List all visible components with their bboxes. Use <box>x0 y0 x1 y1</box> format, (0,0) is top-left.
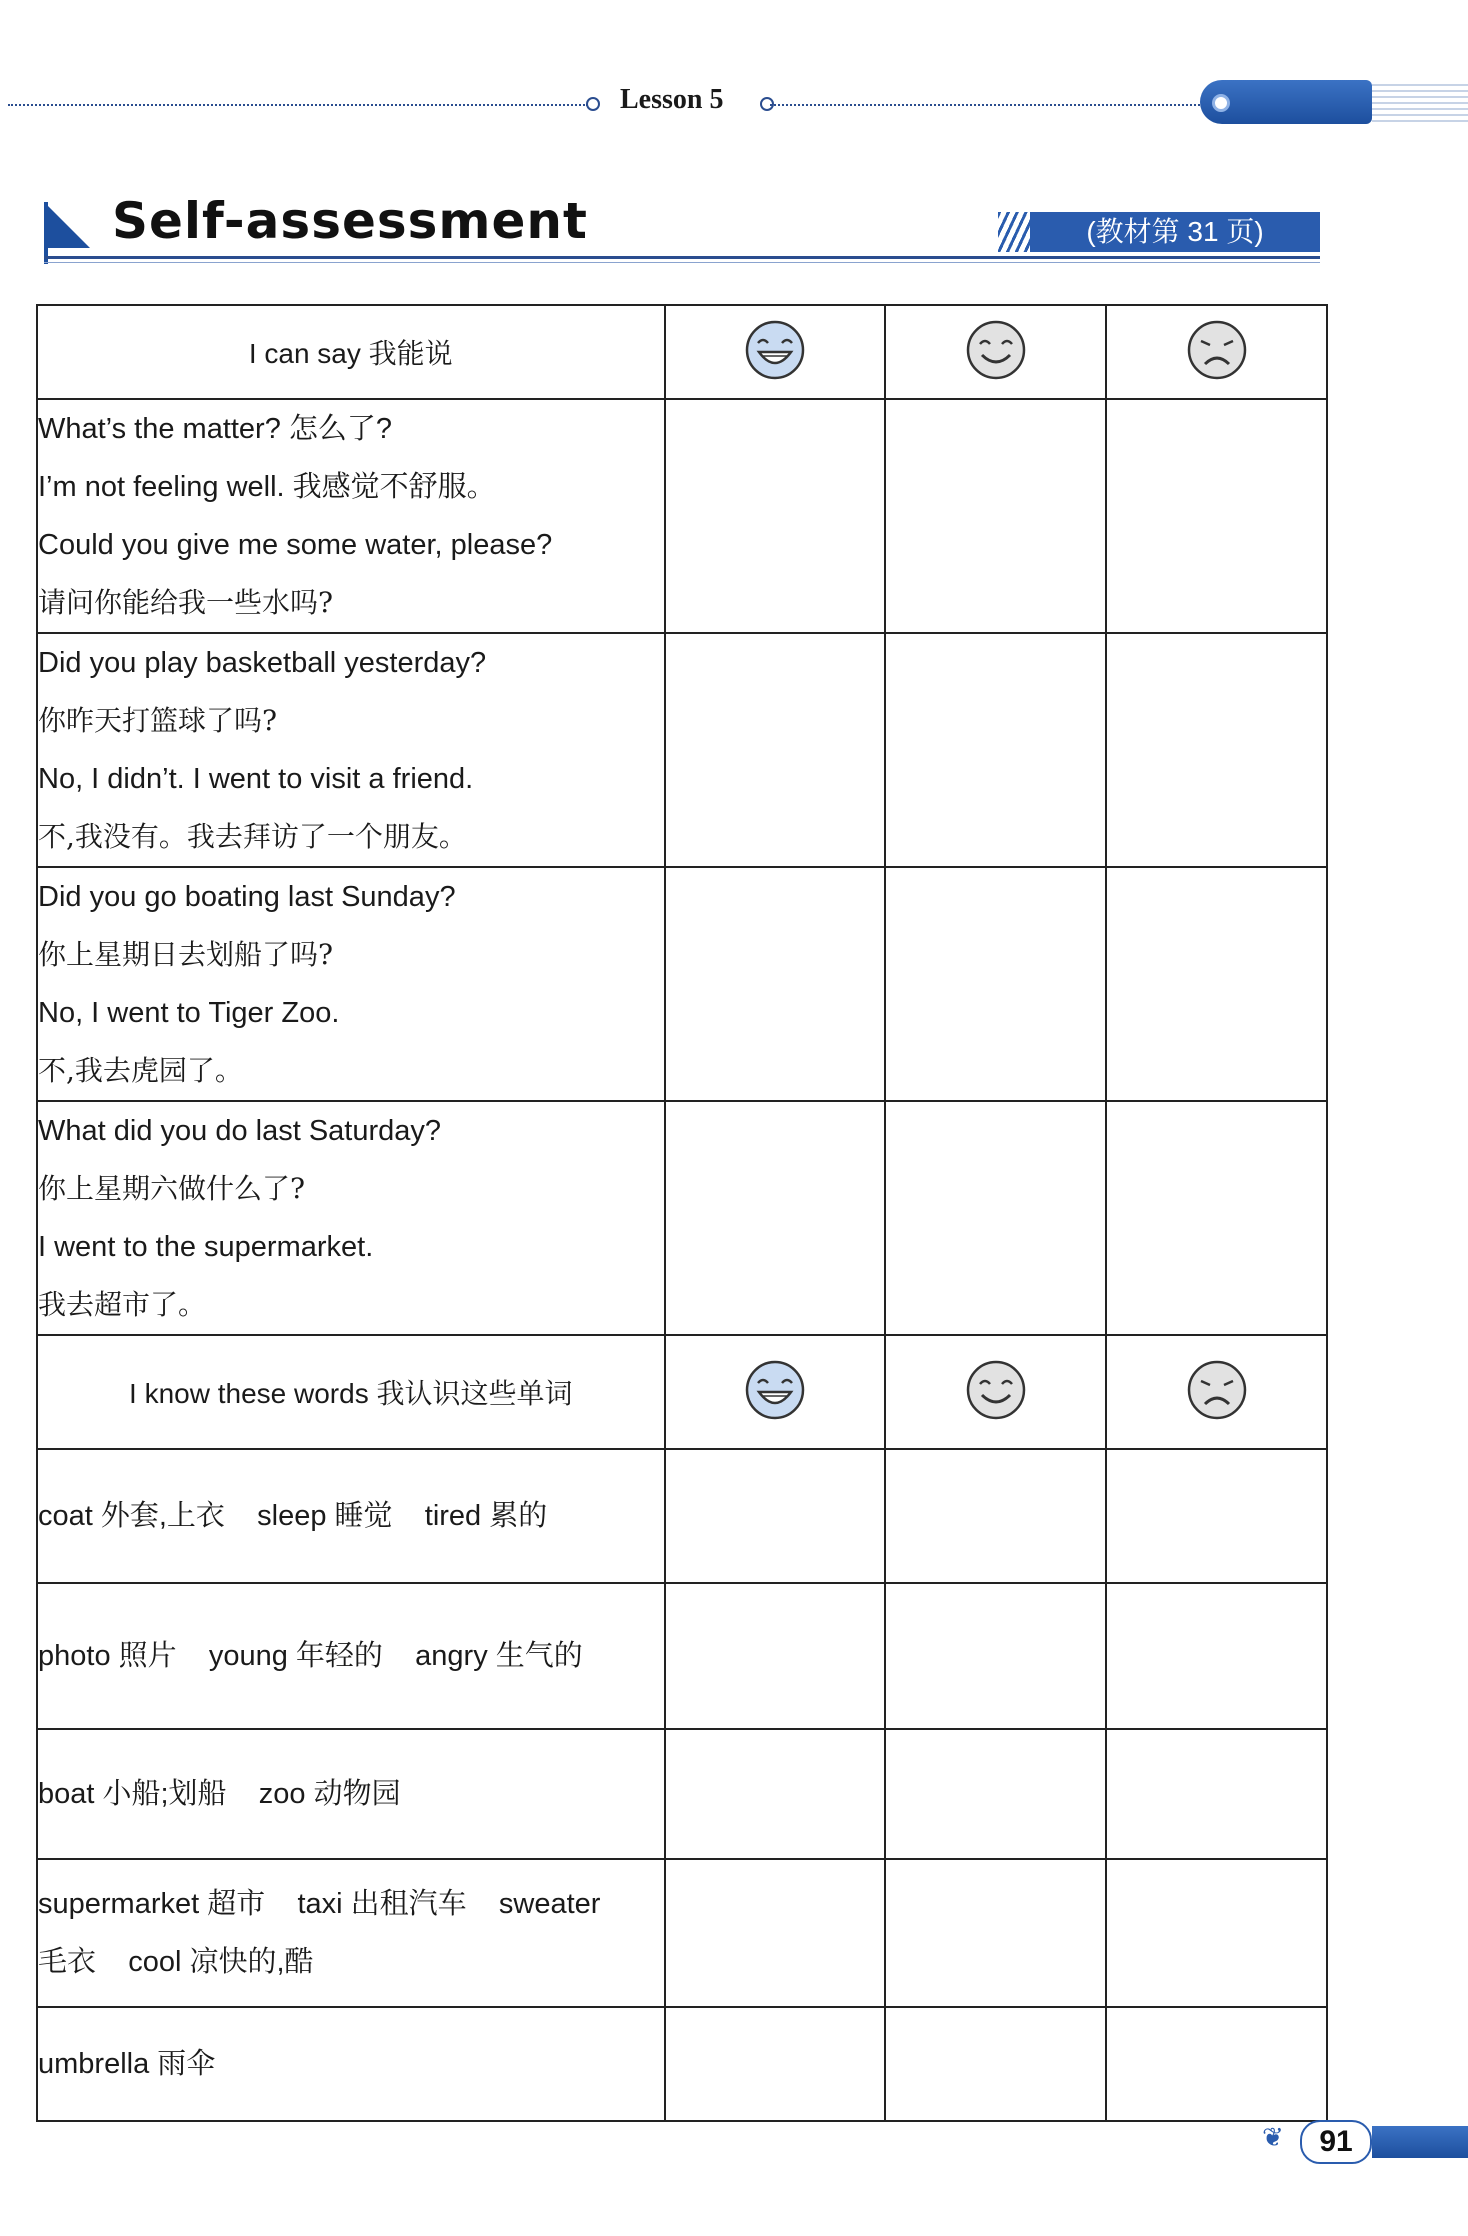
word-line: umbrella 雨伞 <box>38 2048 216 2080</box>
rating-cell-poor[interactable] <box>1106 1583 1327 1729</box>
rating-cell-great[interactable] <box>665 1101 886 1335</box>
rating-cell-great[interactable] <box>665 1583 886 1729</box>
header-tab <box>1200 80 1372 124</box>
word-line: 毛衣 cool 凉快的,酷 <box>38 1946 314 1978</box>
rating-cell-poor[interactable] <box>1106 1729 1327 1859</box>
phrase-line: Did you go boating last Sunday? <box>38 881 456 913</box>
title-underline <box>44 256 1320 259</box>
phrase-line: 我去超市了。 <box>38 1288 207 1321</box>
smile-face-icon <box>965 319 1027 381</box>
rating-cell-good[interactable] <box>885 1729 1106 1859</box>
rating-cell-good[interactable] <box>885 399 1106 633</box>
phrase-line: 你昨天打篮球了吗? <box>38 704 278 737</box>
word-row <box>37 1859 1327 2007</box>
rating-column-good <box>885 305 1106 399</box>
word-row <box>37 1449 1327 1583</box>
phrase-row <box>37 633 1327 867</box>
rating-cell-poor[interactable] <box>1106 2007 1327 2121</box>
leaf-icon: ❦ <box>1262 2122 1284 2152</box>
word-row <box>37 1729 1327 1859</box>
rating-column-poor <box>1106 1335 1327 1449</box>
section1-header-row <box>37 305 1327 399</box>
rating-cell-good[interactable] <box>885 867 1106 1101</box>
big-smile-face-icon <box>744 1359 806 1421</box>
frown-face-icon <box>1186 1359 1248 1421</box>
word-cell <box>37 1449 665 1583</box>
phrase-line: Could you give me some water, please? <box>38 529 553 561</box>
title-bar <box>44 202 48 264</box>
word-row <box>37 2007 1327 2121</box>
phrase-line: What did you do last Saturday? <box>38 1115 442 1147</box>
word-cell <box>37 1859 665 2007</box>
rating-cell-good[interactable] <box>885 633 1106 867</box>
page-title: Self-assessment <box>112 192 588 250</box>
section1-heading-cell <box>37 305 665 399</box>
rating-cell-poor[interactable] <box>1106 1101 1327 1335</box>
rating-cell-great[interactable] <box>665 633 886 867</box>
phrase-line: 你上星期六做什么了? <box>38 1172 306 1205</box>
phrase-line: 你上星期日去划船了吗? <box>38 938 334 971</box>
section1-heading: I can say 我能说 <box>248 338 453 369</box>
header-tab-ring-icon <box>1212 94 1230 112</box>
phrase-line: What’s the matter? 怎么了? <box>38 413 393 445</box>
phrase-cell <box>37 633 665 867</box>
section2-heading: I know these words 我认识这些单词 <box>129 1378 573 1409</box>
header-rule-dot-left <box>586 97 600 111</box>
title-underline-thin <box>44 262 1320 263</box>
rating-cell-great[interactable] <box>665 867 886 1101</box>
phrase-line: 请问你能给我一些水吗? <box>38 586 334 619</box>
rating-cell-poor[interactable] <box>1106 1859 1327 2007</box>
word-cell <box>37 1583 665 1729</box>
header-rule-left <box>8 104 588 106</box>
page-reference: (教材第 31 页) <box>1030 212 1320 252</box>
self-assessment-table <box>36 304 1328 2122</box>
phrase-row <box>37 1101 1327 1335</box>
lesson-label: Lesson 5 <box>620 84 724 115</box>
phrase-row <box>37 399 1327 633</box>
word-line: supermarket 超市 taxi 出租汽车 sweater <box>38 1888 601 1920</box>
phrase-cell <box>37 867 665 1101</box>
phrase-line: I went to the supermarket. <box>38 1231 374 1263</box>
phrase-line: Did you play basketball yesterday? <box>38 647 487 679</box>
rating-cell-good[interactable] <box>885 1449 1106 1583</box>
rating-column-good <box>885 1335 1106 1449</box>
word-row <box>37 1583 1327 1729</box>
page-number: 91 <box>1300 2120 1372 2164</box>
rating-cell-good[interactable] <box>885 1859 1106 2007</box>
word-line: coat 外套,上衣 sleep 睡觉 tired 累的 <box>38 1500 548 1532</box>
rating-cell-poor[interactable] <box>1106 633 1327 867</box>
header-rule-right <box>770 104 1240 106</box>
rating-cell-poor[interactable] <box>1106 1449 1327 1583</box>
section2-header-row <box>37 1335 1327 1449</box>
rating-cell-great[interactable] <box>665 1729 886 1859</box>
rating-column-poor <box>1106 305 1327 399</box>
word-line: photo 照片 young 年轻的 angry 生气的 <box>38 1640 583 1672</box>
header-stripes <box>1372 84 1468 124</box>
phrase-line: 不,我去虎园了。 <box>38 1054 243 1087</box>
word-cell <box>37 1729 665 1859</box>
title-triangle-icon <box>44 202 90 248</box>
rating-cell-great[interactable] <box>665 399 886 633</box>
phrase-line: No, I didn’t. I went to visit a friend. <box>38 763 474 795</box>
phrase-cell <box>37 399 665 633</box>
rating-cell-poor[interactable] <box>1106 867 1327 1101</box>
section2-heading-cell <box>37 1335 665 1449</box>
rating-cell-great[interactable] <box>665 2007 886 2121</box>
phrase-cell <box>37 1101 665 1335</box>
word-cell <box>37 2007 665 2121</box>
rating-cell-good[interactable] <box>885 1101 1106 1335</box>
rating-cell-great[interactable] <box>665 1859 886 2007</box>
rating-cell-great[interactable] <box>665 1449 886 1583</box>
rating-cell-poor[interactable] <box>1106 399 1327 633</box>
phrase-line: No, I went to Tiger Zoo. <box>38 997 340 1029</box>
big-smile-face-icon <box>744 319 806 381</box>
smile-face-icon <box>965 1359 1027 1421</box>
phrase-row <box>37 867 1327 1101</box>
phrase-line: 不,我没有。我去拜访了一个朋友。 <box>38 820 467 853</box>
page-number-bar <box>1372 2126 1468 2158</box>
rating-column-great <box>665 1335 886 1449</box>
phrase-line: I’m not feeling well. 我感觉不舒服。 <box>38 471 496 503</box>
rating-cell-good[interactable] <box>885 1583 1106 1729</box>
rating-column-great <box>665 305 886 399</box>
frown-face-icon <box>1186 319 1248 381</box>
rating-cell-good[interactable] <box>885 2007 1106 2121</box>
word-line: boat 小船;划船 zoo 动物园 <box>38 1778 401 1810</box>
